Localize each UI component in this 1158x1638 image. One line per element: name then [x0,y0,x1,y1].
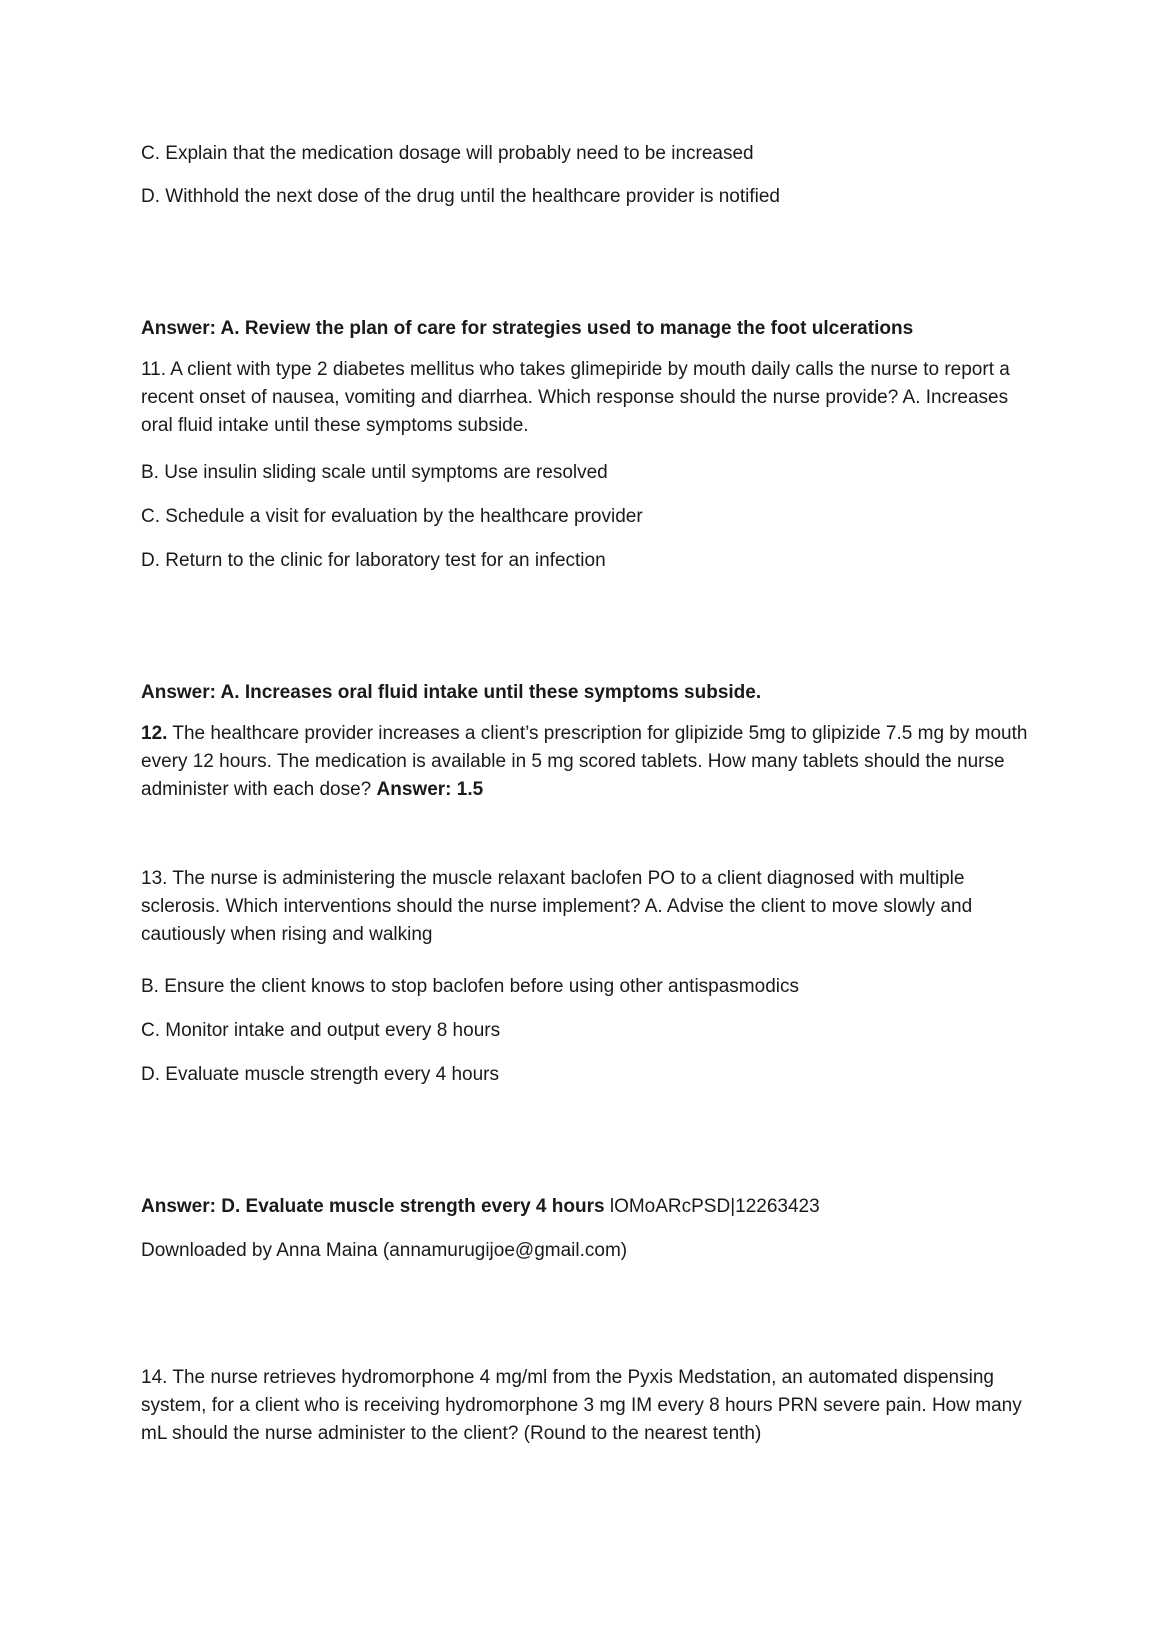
document-id: lOMoARcPSD|12263423 [604,1196,820,1217]
q10-option-d: D. Withhold the next dose of the drug until the healthcare provider is notified [141,186,780,207]
q12-block [141,720,1041,804]
q12-stem: The healthcare provider increases a client’s prescription for glipizide 5mg to glipizide 7.5 mg by mouth every 12 hours. The medication is available in 5 mg scored tablets. How many tablets should the nurse administer with each dose? [141,723,1028,800]
q11-option-d: D. Return to the clinic for laboratory test for an infection [141,550,606,571]
q13-answer-line [141,1195,820,1219]
q11-answer: Answer: A. Increases oral fluid intake until these symptoms subside. [141,682,762,703]
q11-stem: 11. A client with type 2 diabetes mellitus who takes glimepiride by mouth daily calls the nurse to report a recent onset of nausea, vomiting and diarrhea. Which response should the nurse provide? A. Increases oral fluid intake until these symptoms subside. [141,359,1010,436]
q12-number: 12. [141,723,168,744]
q13-option-b: B. Ensure the client knows to stop baclofen before using other antispasmodics [141,976,799,997]
q11-option-c: C. Schedule a visit for evaluation by the healthcare provider [141,506,643,527]
q10-option-c: C. Explain that the medication dosage will probably need to be increased [141,143,754,164]
q13-option-d: D. Evaluate muscle strength every 4 hours [141,1064,500,1085]
q13-answer: Answer: D. Evaluate muscle strength every 4 hours [141,1196,605,1217]
q11-option-b: B. Use insulin sliding scale until symptoms are resolved [141,462,608,483]
q10-answer: Answer: A. Review the plan of care for strategies used to manage the foot ulcerations [141,318,914,339]
q13-stem: 13. The nurse is administering the muscle relaxant baclofen PO to a client diagnosed with multiple sclerosis. Which interventions should the nurse implement? A. Advise the client to move slowly and cautiously when rising and walking [141,868,973,945]
q13-option-c: C. Monitor intake and output every 8 hours [141,1020,501,1041]
q14-stem: 14. The nurse retrieves hydromorphone 4 mg/ml from the Pyxis Medstation, an automated dispensing system, for a client who is receiving hydromorphone 3 mg IM every 8 hours PRN severe pain. How many mL should the nurse administer to the client? (Round to the nearest tenth) [141,1367,1022,1444]
q12-answer: Answer: 1.5 [376,779,484,800]
downloaded-by: Downloaded by Anna Maina (annamurugijoe@gmail.com) [141,1240,628,1261]
